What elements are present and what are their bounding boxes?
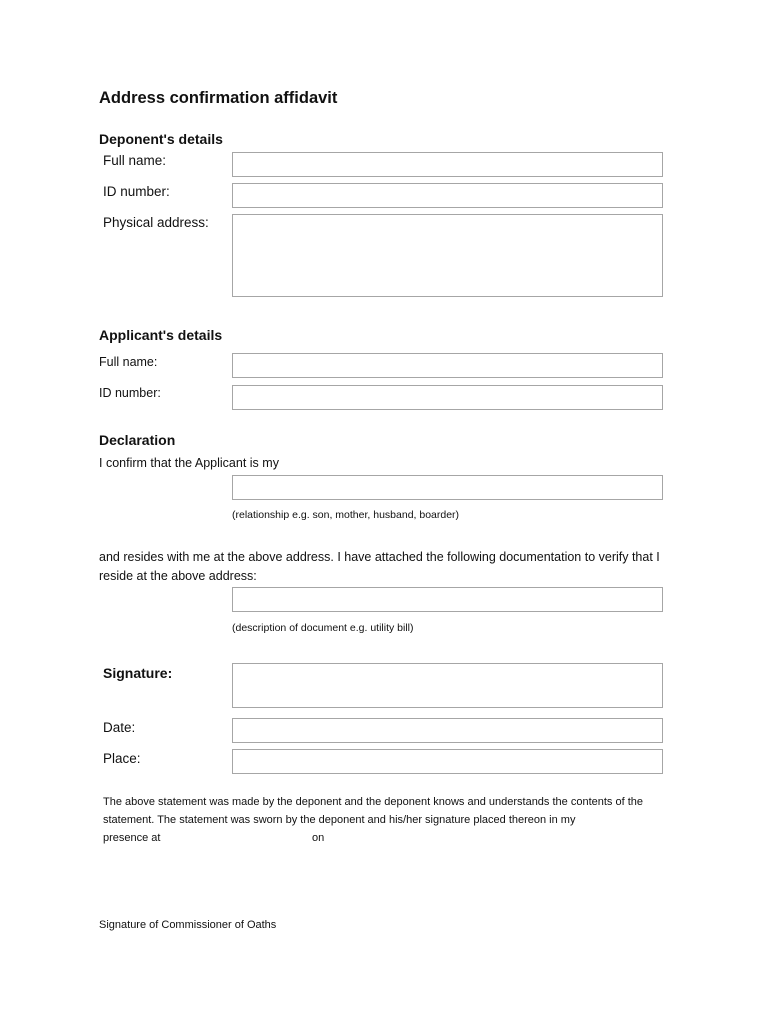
- deponent-heading: Deponent's details: [99, 131, 223, 147]
- signature-label: Signature:: [103, 665, 173, 681]
- deponent-address-field-box: [232, 214, 663, 297]
- page-title: Address confirmation affidavit: [99, 89, 338, 107]
- applicant-full-name-field-box: [232, 353, 663, 378]
- deponent-address-field[interactable]: [233, 215, 662, 296]
- date-label: Date:: [103, 720, 136, 735]
- signature-field-box: [232, 663, 663, 708]
- deponent-id-label: ID number:: [103, 184, 170, 199]
- date-field-box: [232, 718, 663, 743]
- on-label: on: [312, 832, 325, 844]
- applicant-id-label: ID number:: [99, 386, 161, 400]
- applicant-full-name-label: Full name:: [99, 355, 158, 369]
- statement-text: The above statement was made by the deponent and the deponent knows and understands the contents of the statement. The statement was sworn by the deponent and his/her signature placed thereon in my: [103, 796, 643, 826]
- applicant-id-field[interactable]: [233, 386, 662, 409]
- deponent-full-name-field-box: [232, 152, 663, 177]
- document-hint: (description of document e.g. utility bill): [232, 622, 414, 634]
- document-description-field-box: [232, 587, 663, 612]
- date-field[interactable]: [233, 719, 662, 742]
- deponent-id-field-box: [232, 183, 663, 208]
- deponent-id-field[interactable]: [233, 184, 662, 207]
- place-label: Place:: [103, 751, 141, 766]
- place-field[interactable]: [233, 750, 662, 773]
- place-field-box: [232, 749, 663, 774]
- commissioner-signature-label: Signature of Commissioner of Oaths: [99, 919, 277, 931]
- applicant-id-field-box: [232, 385, 663, 410]
- applicant-full-name-field[interactable]: [233, 354, 662, 377]
- declaration-resides-text: and resides with me at the above address. I have attached the following documentation to verify that I reside at the above address:: [99, 550, 660, 583]
- relationship-field-box: [232, 475, 663, 500]
- presence-at-label: presence at: [103, 832, 161, 844]
- deponent-full-name-label: Full name:: [103, 153, 167, 168]
- declaration-intro: I confirm that the Applicant is my: [99, 456, 279, 470]
- relationship-hint: (relationship e.g. son, mother, husband, boarder): [232, 509, 460, 521]
- declaration-heading: Declaration: [99, 432, 176, 448]
- applicant-heading: Applicant's details: [99, 327, 223, 343]
- relationship-field[interactable]: [233, 476, 662, 499]
- deponent-address-label: Physical address:: [103, 215, 209, 230]
- deponent-full-name-field[interactable]: [233, 153, 662, 176]
- document-description-field[interactable]: [233, 588, 662, 611]
- signature-field[interactable]: [233, 664, 662, 707]
